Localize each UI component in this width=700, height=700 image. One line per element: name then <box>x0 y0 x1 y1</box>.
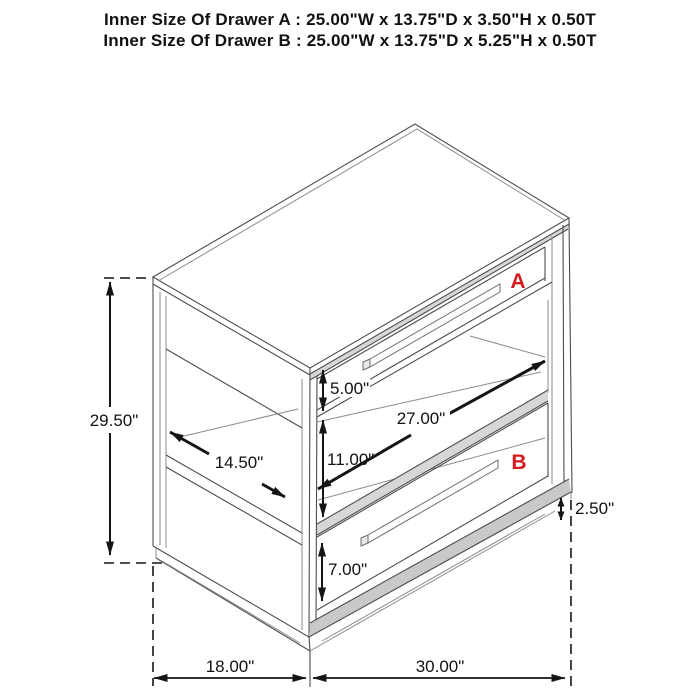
shelf-opening-width-label: 27.00" <box>396 409 446 428</box>
dim-overall-depth <box>153 566 310 687</box>
dim-drawer-b-front-height <box>322 543 368 601</box>
drawer-a-front-height-label: 5.00" <box>330 379 370 398</box>
base-height-label: 2.50" <box>575 499 615 518</box>
dim-base-height <box>561 498 614 520</box>
dim-overall-height <box>86 278 168 563</box>
drawer-a-handle <box>370 284 500 367</box>
shelf-opening-height-label: 11.00" <box>327 450 375 469</box>
drawer-a-letter: A <box>510 270 526 293</box>
dim-drawer-a-front-height <box>323 370 370 411</box>
drawer-b-size-text: Inner Size Of Drawer B : 25.00"W x 13.75"D x 5.25"H x 0.50T <box>103 31 597 50</box>
shelf-depth-label: 14.50" <box>214 453 264 472</box>
drawer-b-front-height-label: 7.00" <box>328 560 368 579</box>
dim-shelf-depth <box>170 432 285 497</box>
dim-overall-width <box>313 500 571 686</box>
overall-depth-label: 18.00" <box>205 657 255 676</box>
cabinet-top <box>153 124 569 380</box>
overall-height-label: 29.50" <box>89 411 139 430</box>
overall-width-label: 30.00" <box>415 657 465 676</box>
drawer-a-size-text: Inner Size Of Drawer A : 25.00"W x 13.75"D x 3.50"H x 0.50T <box>103 10 597 29</box>
drawer-b-letter: B <box>511 451 527 474</box>
